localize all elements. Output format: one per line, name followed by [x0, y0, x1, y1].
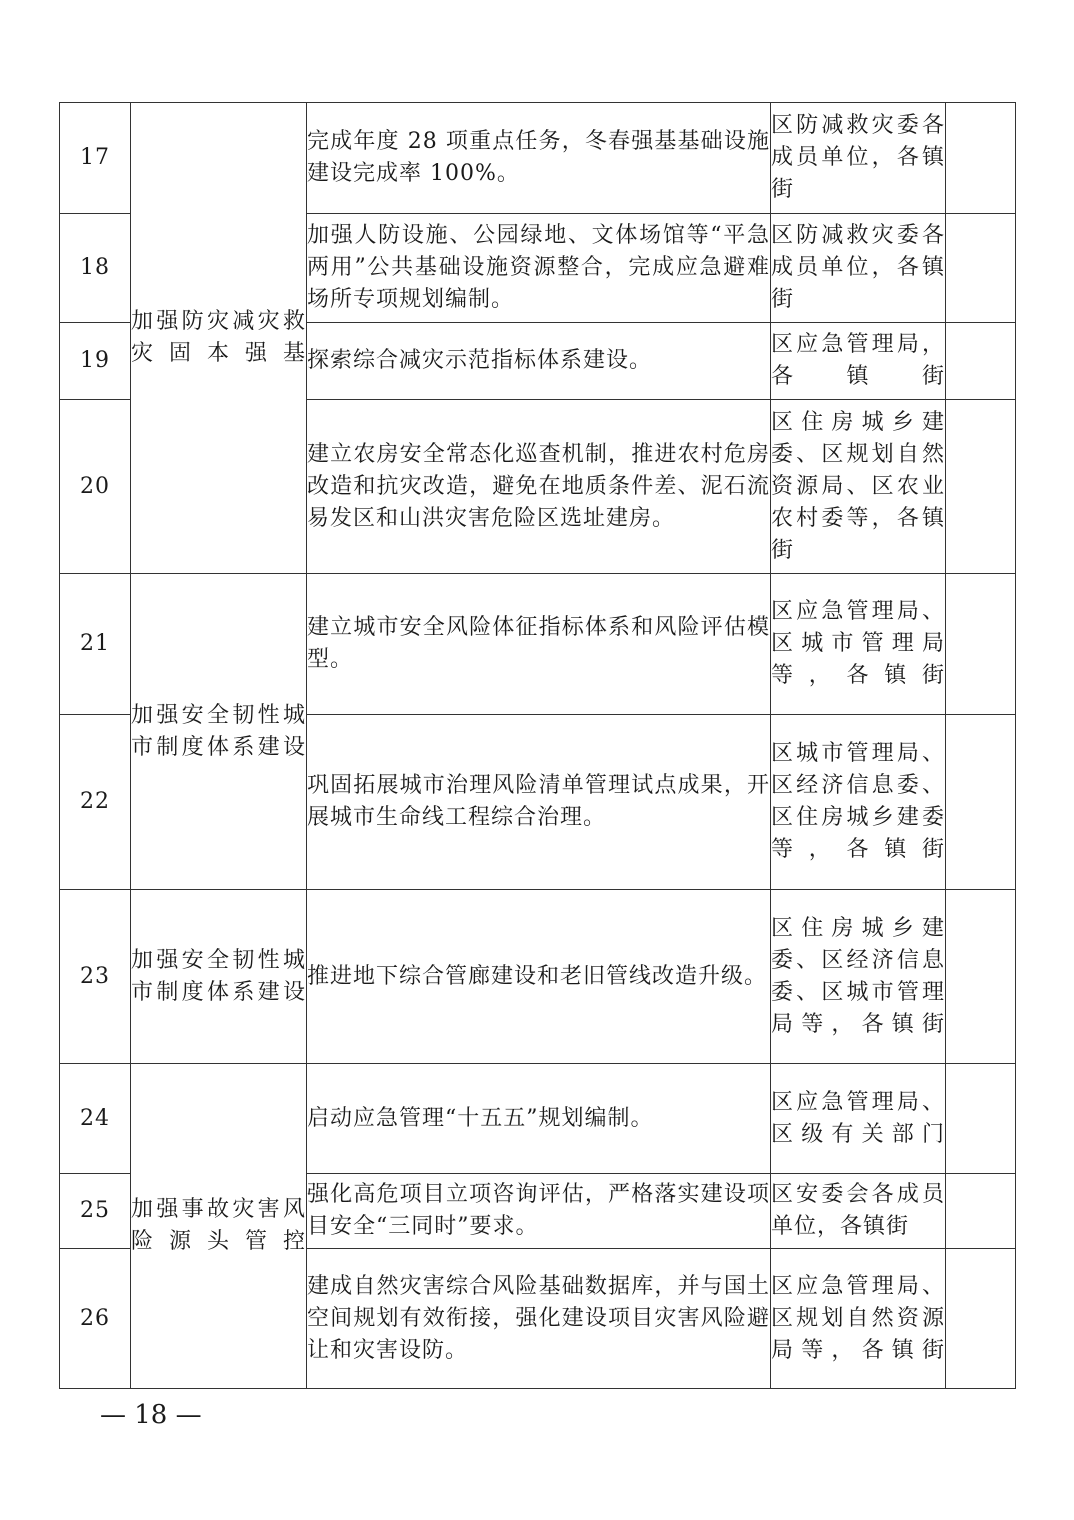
task-cell: 建成自然灾害综合风险基础数据库，并与国土空间规划有效衔接，强化建设项目灾害风险避让和灾害设防。: [307, 1249, 771, 1389]
row-number: 21: [60, 574, 131, 715]
remarks-cell: [946, 890, 1016, 1064]
remarks-cell: [946, 715, 1016, 890]
department-cell: 区安委会各成员单位，各镇街: [771, 1174, 946, 1249]
task-table: [59, 102, 1016, 1389]
department-cell: 区防减救灾委各成员单位，各镇街: [771, 214, 946, 323]
department-cell: 区应急管理局、区级有关部门: [771, 1064, 946, 1174]
table-row: [60, 890, 1016, 1064]
remarks-cell: [946, 1064, 1016, 1174]
remarks-cell: [946, 103, 1016, 214]
department-cell: 区防减救灾委各成员单位，各镇街: [771, 103, 946, 214]
department-cell: 区应急管理局、区规划自然资源局等，各镇街: [771, 1249, 946, 1389]
table-row: [60, 1064, 1016, 1174]
task-cell: 巩固拓展城市治理风险清单管理试点成果，开展城市生命线工程综合治理。: [307, 715, 771, 890]
task-cell: 启动应急管理“十五五”规划编制。: [307, 1064, 771, 1174]
remarks-cell: [946, 323, 1016, 400]
page-number: — 18 —: [100, 1400, 202, 1430]
remarks-cell: [946, 1174, 1016, 1249]
department-cell: 区应急管理局、区城市管理局等，各镇街: [771, 574, 946, 715]
table-row: [60, 103, 1016, 214]
task-cell: 强化高危项目立项咨询评估，严格落实建设项目安全“三同时”要求。: [307, 1174, 771, 1249]
row-number: 22: [60, 715, 131, 890]
task-cell: 探索综合减灾示范指标体系建设。: [307, 323, 771, 400]
row-number: 20: [60, 400, 131, 574]
row-number: 26: [60, 1249, 131, 1389]
task-cell: 建立农房安全常态化巡查机制，推进农村危房改造和抗灾改造，避免在地质条件差、泥石流易发区和山洪灾害危险区选址建房。: [307, 400, 771, 574]
row-number: 24: [60, 1064, 131, 1174]
remarks-cell: [946, 214, 1016, 323]
category-cell: 加强防灾减灾救灾固本强基: [131, 103, 307, 574]
row-number: 19: [60, 323, 131, 400]
department-cell: 区应急管理局，各镇街: [771, 323, 946, 400]
category-cell: 加强安全韧性城市制度体系建设: [131, 890, 307, 1064]
task-cell: 加强人防设施、公园绿地、文体场馆等“平急两用”公共基础设施资源整合，完成应急避难场所专项规划编制。: [307, 214, 771, 323]
table-row: [60, 574, 1016, 715]
task-cell: 完成年度 28 项重点任务，冬春强基基础设施建设完成率 100%。: [307, 103, 771, 214]
row-number: 18: [60, 214, 131, 323]
row-number: 17: [60, 103, 131, 214]
category-cell: 加强事故灾害风险源头管控: [131, 1064, 307, 1389]
remarks-cell: [946, 574, 1016, 715]
task-cell: 建立城市安全风险体征指标体系和风险评估模型。: [307, 574, 771, 715]
remarks-cell: [946, 1249, 1016, 1389]
remarks-cell: [946, 400, 1016, 574]
row-number: 25: [60, 1174, 131, 1249]
department-cell: 区城市管理局、区经济信息委、区住房城乡建委等，各镇街: [771, 715, 946, 890]
row-number: 23: [60, 890, 131, 1064]
department-cell: 区住房城乡建委、区经济信息委、区城市管理局等，各镇街: [771, 890, 946, 1064]
task-cell: 推进地下综合管廊建设和老旧管线改造升级。: [307, 890, 771, 1064]
department-cell: 区住房城乡建委、区规划自然资源局、区农业农村委等，各镇街: [771, 400, 946, 574]
category-cell: 加强安全韧性城市制度体系建设: [131, 574, 307, 890]
